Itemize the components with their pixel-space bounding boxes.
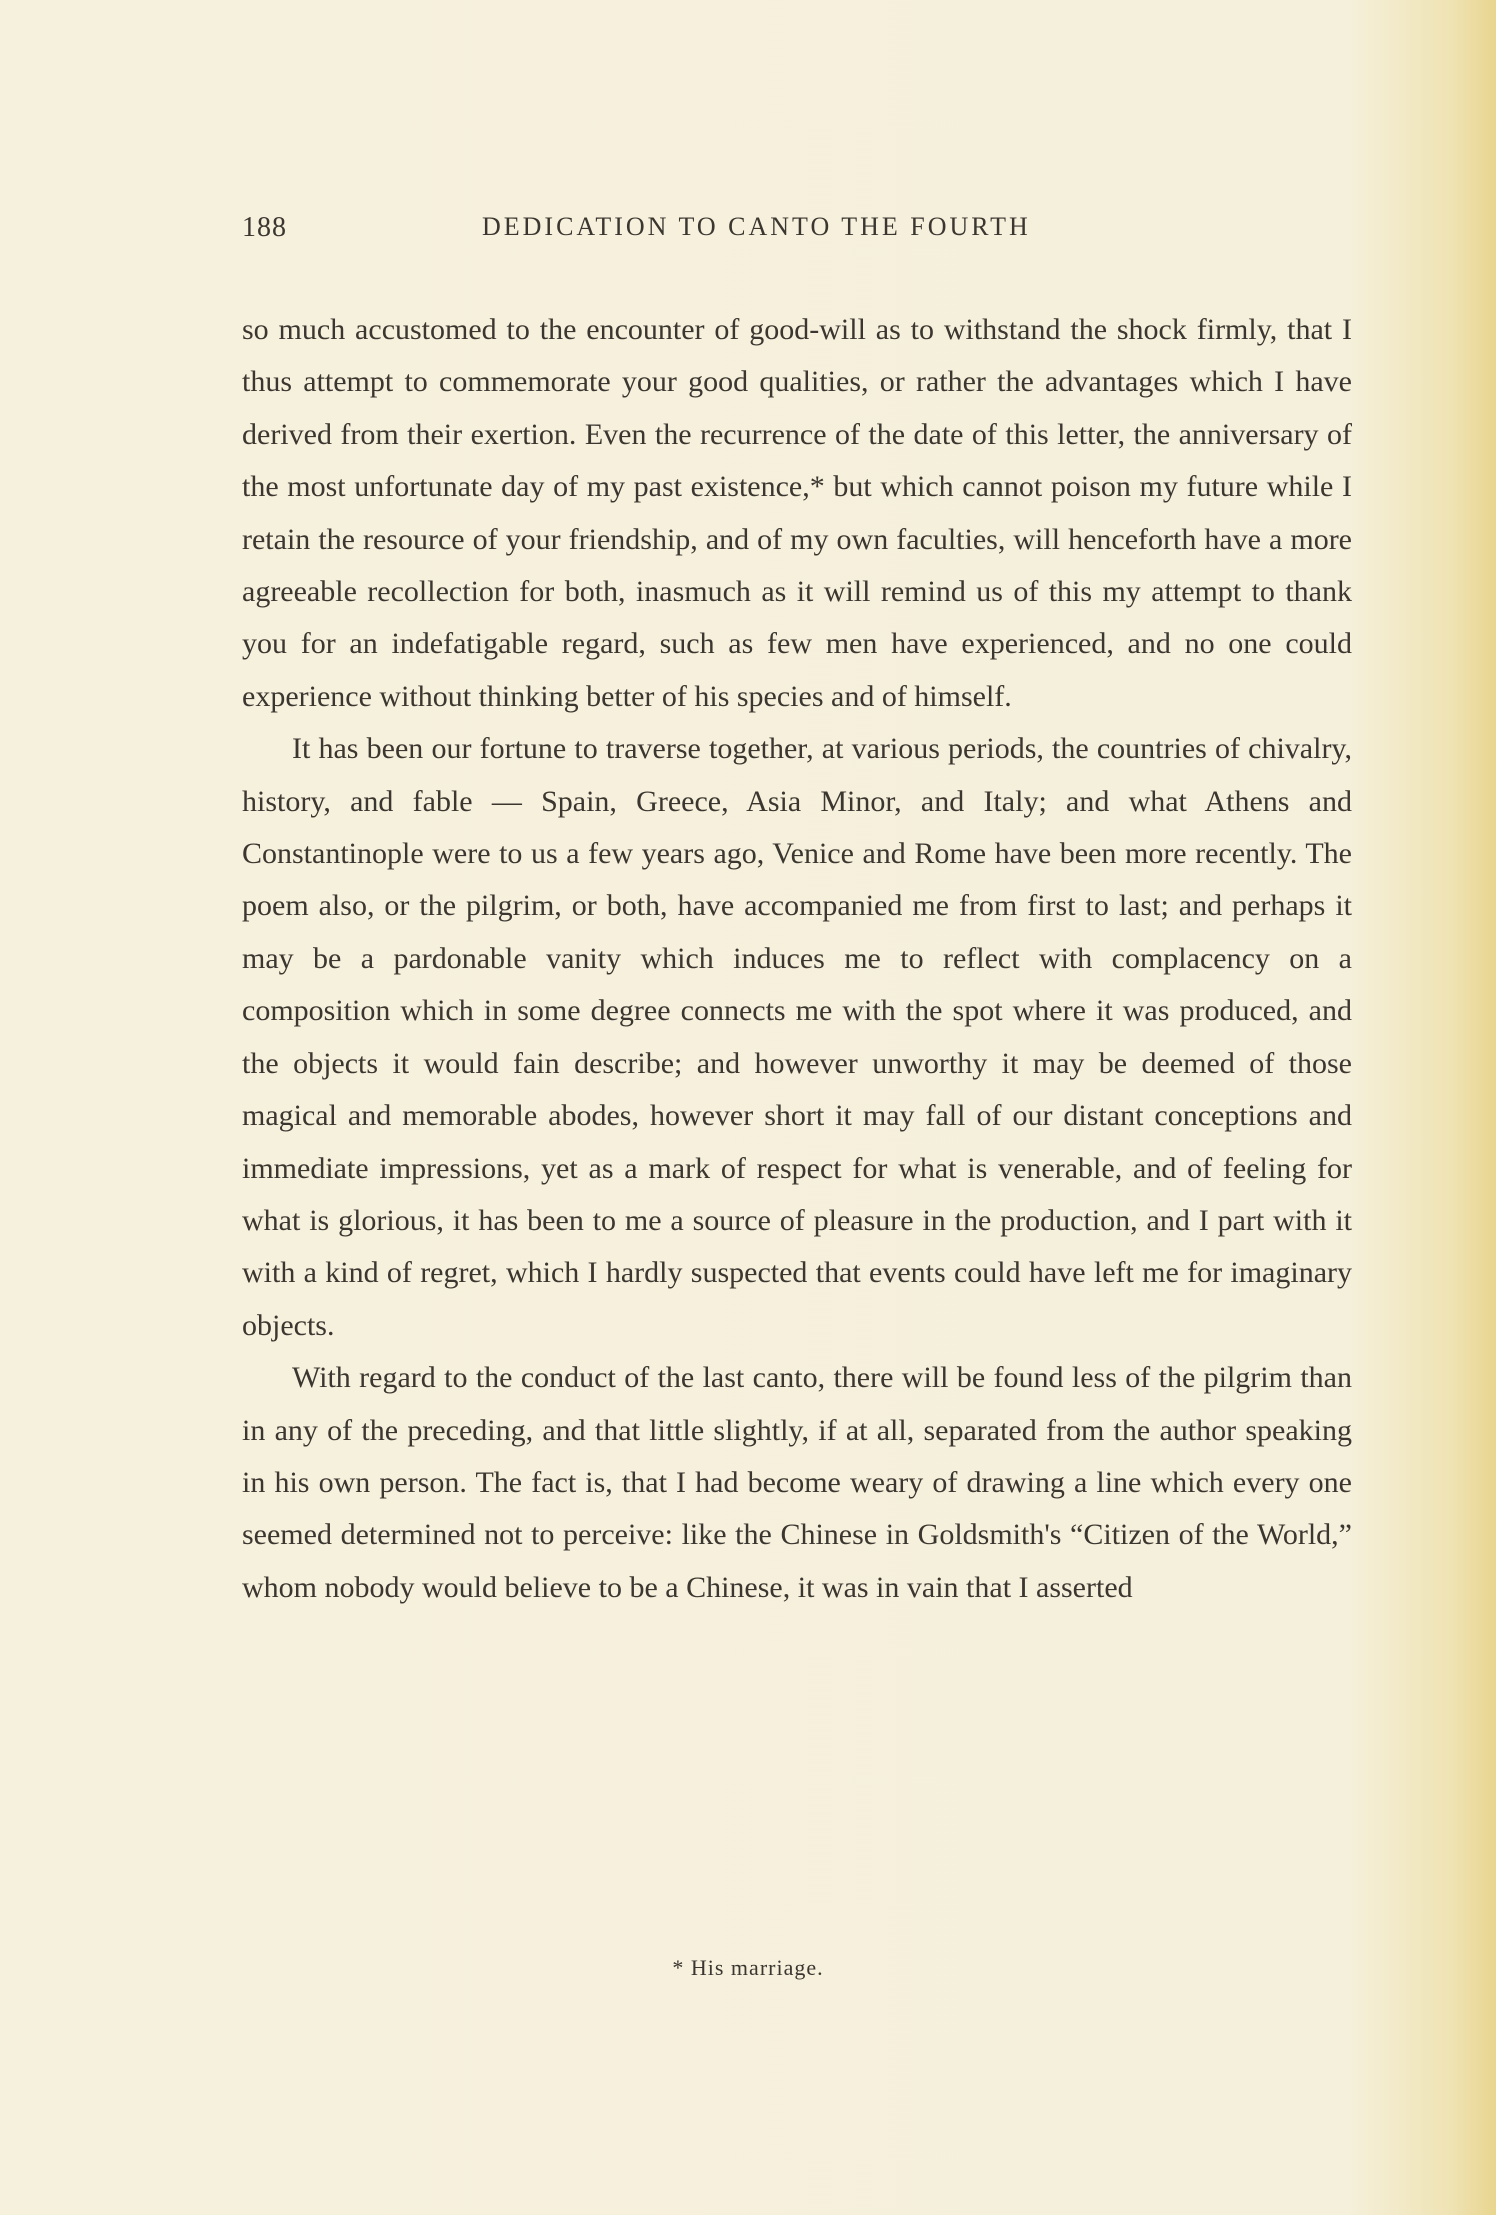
body-text	[242, 304, 1352, 1614]
footnote: * His marriage.	[672, 1955, 824, 1980]
paragraph: It has been our fortune to traverse together, at various periods, the countries of chivalry, history, and fable — Spain, Greece, Asia Minor, and Italy; and what Athens and Constantinople were to us a few years ago, Venice and Rome have been more recently. The poem also, or the pilgrim, or both, have accompanied me from first to last; and perhaps it may be a pardonable vanity which induces me to reflect with complacency on a composition which in some degree connects me with the spot where it was produced, and the objects it would fain describe; and however unworthy it may be deemed of those magical and memorable abodes, however short it may fall of our distant conceptions and immediate impressions, yet as a mark of respect for what is venerable, and of feeling for what is glorious, it has been to me a source of pleasure in the production, and I part with it with a kind of regret, which I hardly suspected that events could have left me for imaginary objects.	[242, 732, 1352, 1342]
paragraph: so much accustomed to the encounter of good-will as to withstand the shock firmly, that I thus attempt to commemorate your good qualities, or rather the advantages which I have derived from their exertion. Even the recurrence of the date of this letter, the anniversary of the most unfortunate day of my past existence,* but which cannot poison my future while I retain the resource of your friendship, and of my own faculties, will henceforth have a more agreeable recollection for both, inasmuch as it will remind us of this my attempt to thank you for an indefatigable regard, such as few men have experienced, and no one could experience without thinking better of his species and of himself.	[242, 313, 1352, 713]
page-header	[242, 212, 1352, 256]
paragraph: With regard to the conduct of the last canto, there will be found less of the pilgrim than in any of the preceding, and that little slightly, if at all, separated from the author speaking in his own person. The fact is, that I had become weary of drawing a line which every one seemed determined not to perceive: like the Chinese in Goldsmith's “Citizen of the World,” whom nobody would believe to be a Chinese, it was in vain that I asserted	[242, 1361, 1352, 1604]
running-title: DEDICATION TO CANTO THE FOURTH	[482, 212, 1031, 241]
page-number: 188	[242, 212, 287, 243]
